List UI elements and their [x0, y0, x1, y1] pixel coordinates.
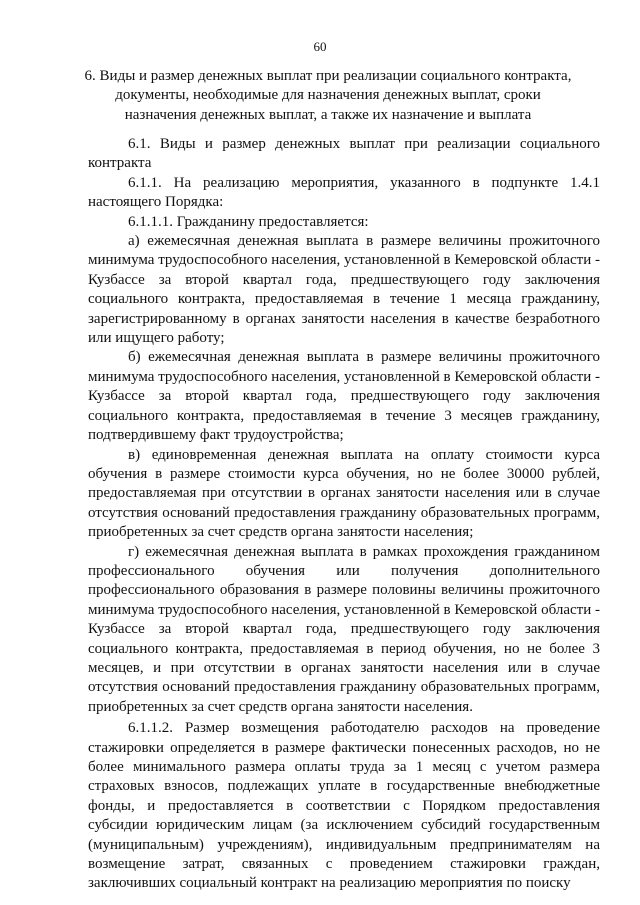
- list-item: в) единовременная денежная выплата на оплату стоимости курса обучения в размере стоимости курса обучения, но не более 30000 рублей, предоставляемая при отсутствии в органах занятости населения или в случае отсутствия оснований предоставления гражданину образовательных программ, приобретенных за счет средств органа занятости населения;: [88, 446, 600, 541]
- list-item: б) ежемесячная денежная выплата в размере величины прожиточного минимума трудоспособного населения, установленной в Кемеровской области - Кузбассе за второй квартал года, предшествующего году заключения социального контракта, предоставляемая в течение 3 месяцев гражданину, подтвердившему факт трудоустройства;: [88, 349, 600, 444]
- section-title: 6. Виды и размер денежных выплат при реализации социального контракта, документы, необходимые для назначения денежных выплат, сроки назначения денежных выплат, а также их назначение и выплата: [84, 68, 572, 123]
- page-number: 60: [313, 39, 327, 54]
- paragraph: 6.1.1.1. Гражданину предоставляется:: [128, 213, 369, 230]
- paragraph: 6.1.1. На реализацию мероприятия, указанного в подпункте 1.4.1 настоящего Порядка:: [88, 174, 600, 211]
- list-item: г) ежемесячная денежная выплата в рамках прохождения гражданином профессионального обучения или получения дополнительного профессионального образования в размере половины величины прожиточного минимума трудоспособного населения, установленной в Кемеровской области - Кузбассе за второй квартал года, предшествующего году заключения социального контракта, предоставляемая в период обучения, но не более 3 месяцев, и при отсутствии в органах занятости населения или в случае отсутствия оснований предоставления гражданину образовательных программ, приобретенных за счет средств органа занятости населения.: [88, 543, 600, 715]
- paragraph: 6.1.1.2. Размер возмещения работодателю расходов на проведение стажировки определяется в размере фактически понесенных расходов, но не более минимального размера оплаты труда за 1 месяц с учетом размера страховых взносов, подлежащих уплате в государственные внебюджетные фонды, и предоставляется в соответствии с Порядком предоставления субсидии юридическим лицам (за исключением субсидий государственным (муниципальным) учреждениям), индивидуальным предпринимателям на возмещение затрат, связанных с проведением стажировки граждан, заключивших социальный контракт на реализацию мероприятия по поиску: [88, 720, 600, 892]
- list-item: а) ежемесячная денежная выплата в размере величины прожиточного минимума трудоспособного населения, установленной в Кемеровской области - Кузбассе за второй квартал года, предшествующего году заключения социального контракта, предоставляемая в течение 1 месяца гражданину, зарегистрированному в органах занятости населения в качестве безработного или ищущего работу;: [88, 233, 600, 347]
- document-body: [88, 135, 600, 894]
- subsection-heading: 6.1. Виды и размер денежных выплат при реализации социального контракта: [88, 136, 600, 172]
